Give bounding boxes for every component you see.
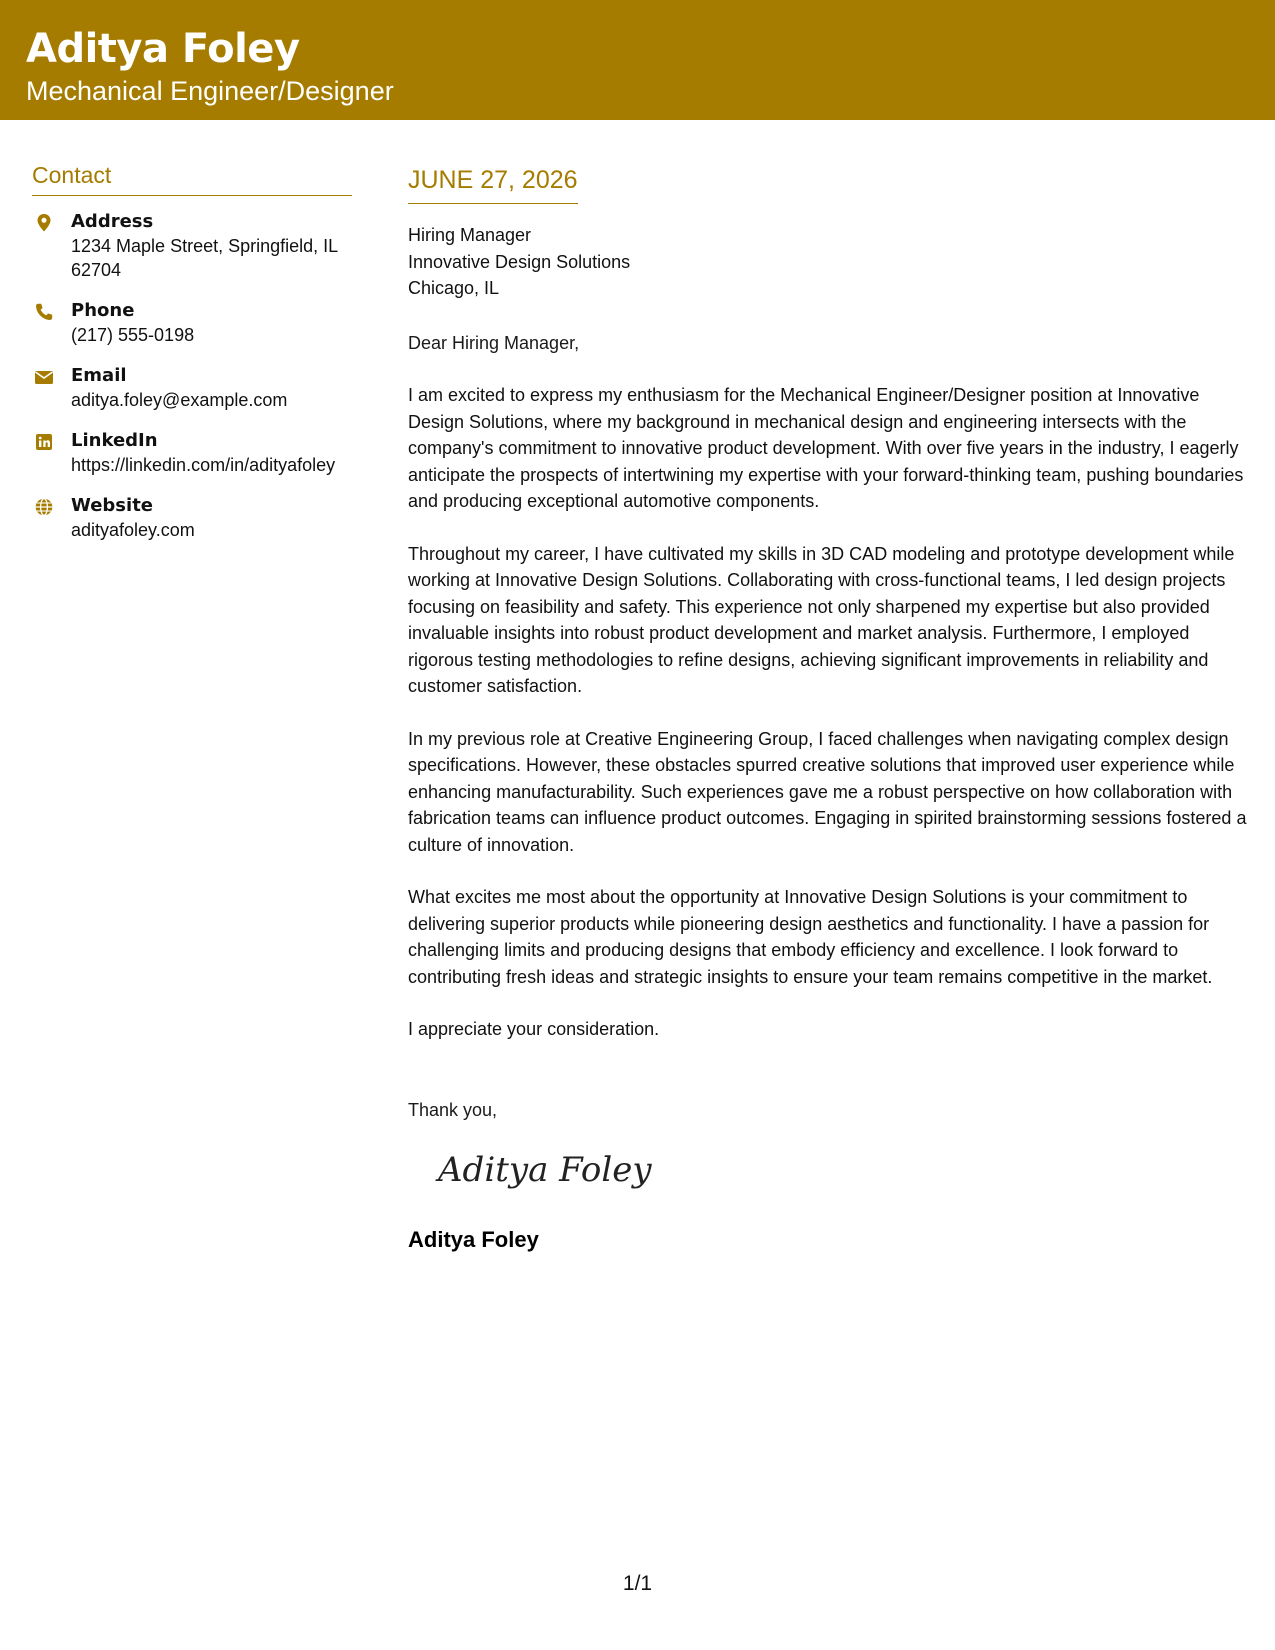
contact-label: Address xyxy=(71,211,154,232)
phone-icon xyxy=(34,302,54,322)
recipient-line: Innovative Design Solutions xyxy=(408,251,631,272)
contact-address xyxy=(32,210,352,282)
closing: Thank you, xyxy=(408,1099,498,1120)
header-banner xyxy=(0,0,1275,120)
contact-website xyxy=(32,494,352,542)
phone-value: (217) 555-0198 xyxy=(71,325,195,345)
svg-text:Aditya Foley: Aditya Foley xyxy=(438,1150,652,1190)
contact-list xyxy=(32,210,352,542)
letter-paragraph: What excites me most about the opportunity at Innovative Design Solutions is your commitment to delivering superior products while pioneering design aesthetics and functionality. I have a passion for challenging limits and producing designs that embody efficiency and excellence. I look forward to contributing fresh ideas and strategic insights to ensure your team remains competitive in the market. xyxy=(408,887,1213,987)
letter-paragraph: Throughout my career, I have cultivated my skills in 3D CAD modeling and prototype development while working at Innovative Design Solutions. Collaborating with cross-functional teams, I led design projects focusing on feasibility and safety. This experience not only sharpened my expertise but also provided invaluable insights into robust product development and market analysis. Furthermore, I employed rigorous testing methodologies to refine designs, achieving significant improvements in reliability and customer satisfaction. xyxy=(408,543,1235,696)
contact-linkedin xyxy=(32,429,352,477)
contact-heading: Contact xyxy=(32,160,352,196)
contact-sidebar xyxy=(32,160,352,559)
contact-phone xyxy=(32,299,352,347)
letter-paragraph: In my previous role at Creative Engineering Group, I faced challenges when navigating complex design specifications. However, these obstacles spurred creative solutions that improved user experience while enhancing manufacturability. Such experiences gave me a robust perspective on how collaboration with fabrication teams can influence product outcomes. Engaging in spirited brainstorming sessions fostered a culture of innovation. xyxy=(408,728,1247,855)
letter-date: JUNE 27, 2026 xyxy=(408,164,578,204)
signature-image xyxy=(434,1137,654,1199)
signed-name: Aditya Foley xyxy=(408,1227,539,1252)
letter-body xyxy=(408,164,1253,1254)
applicant-title: Mechanical Engineer/Designer xyxy=(26,76,394,106)
recipient-line: Hiring Manager xyxy=(408,225,532,245)
applicant-name: Aditya Foley xyxy=(26,26,300,72)
contact-label: Email xyxy=(71,365,127,386)
recipient-line: Chicago, IL xyxy=(408,278,500,298)
letter-paragraph: I appreciate your consideration. xyxy=(408,1019,660,1039)
linkedin-value[interactable]: https://linkedin.com/in/adityafoley xyxy=(71,455,336,475)
contact-label: Website xyxy=(71,495,154,516)
map-pin-icon xyxy=(34,213,54,233)
contact-label: LinkedIn xyxy=(71,430,158,451)
envelope-icon xyxy=(34,367,54,387)
letter-paragraph: I am excited to express my enthusiasm for the Mechanical Engineer/Designer position at Innovative Design Solutions, where my background in mechanical design and engineering intersects with the company's commitment to innovative product development. With over five years in the industry, I eagerly anticipate the prospects of intertwining my expertise with your forward-thinking team, pushing boundaries and producing exceptional automotive components. xyxy=(408,385,1244,511)
contact-label: Phone xyxy=(71,300,135,321)
greeting: Dear Hiring Manager, xyxy=(408,332,580,353)
linkedin-icon xyxy=(34,432,54,452)
address-value: 1234 Maple Street, Springfield, IL 62704 xyxy=(71,236,338,280)
globe-icon xyxy=(34,497,54,517)
recipient-block xyxy=(408,222,1253,302)
page-number: 1/1 xyxy=(622,1572,653,1595)
website-value[interactable]: adityafoley.com xyxy=(71,520,195,540)
contact-email xyxy=(32,364,352,412)
email-value[interactable]: aditya.foley@example.com xyxy=(71,390,288,410)
